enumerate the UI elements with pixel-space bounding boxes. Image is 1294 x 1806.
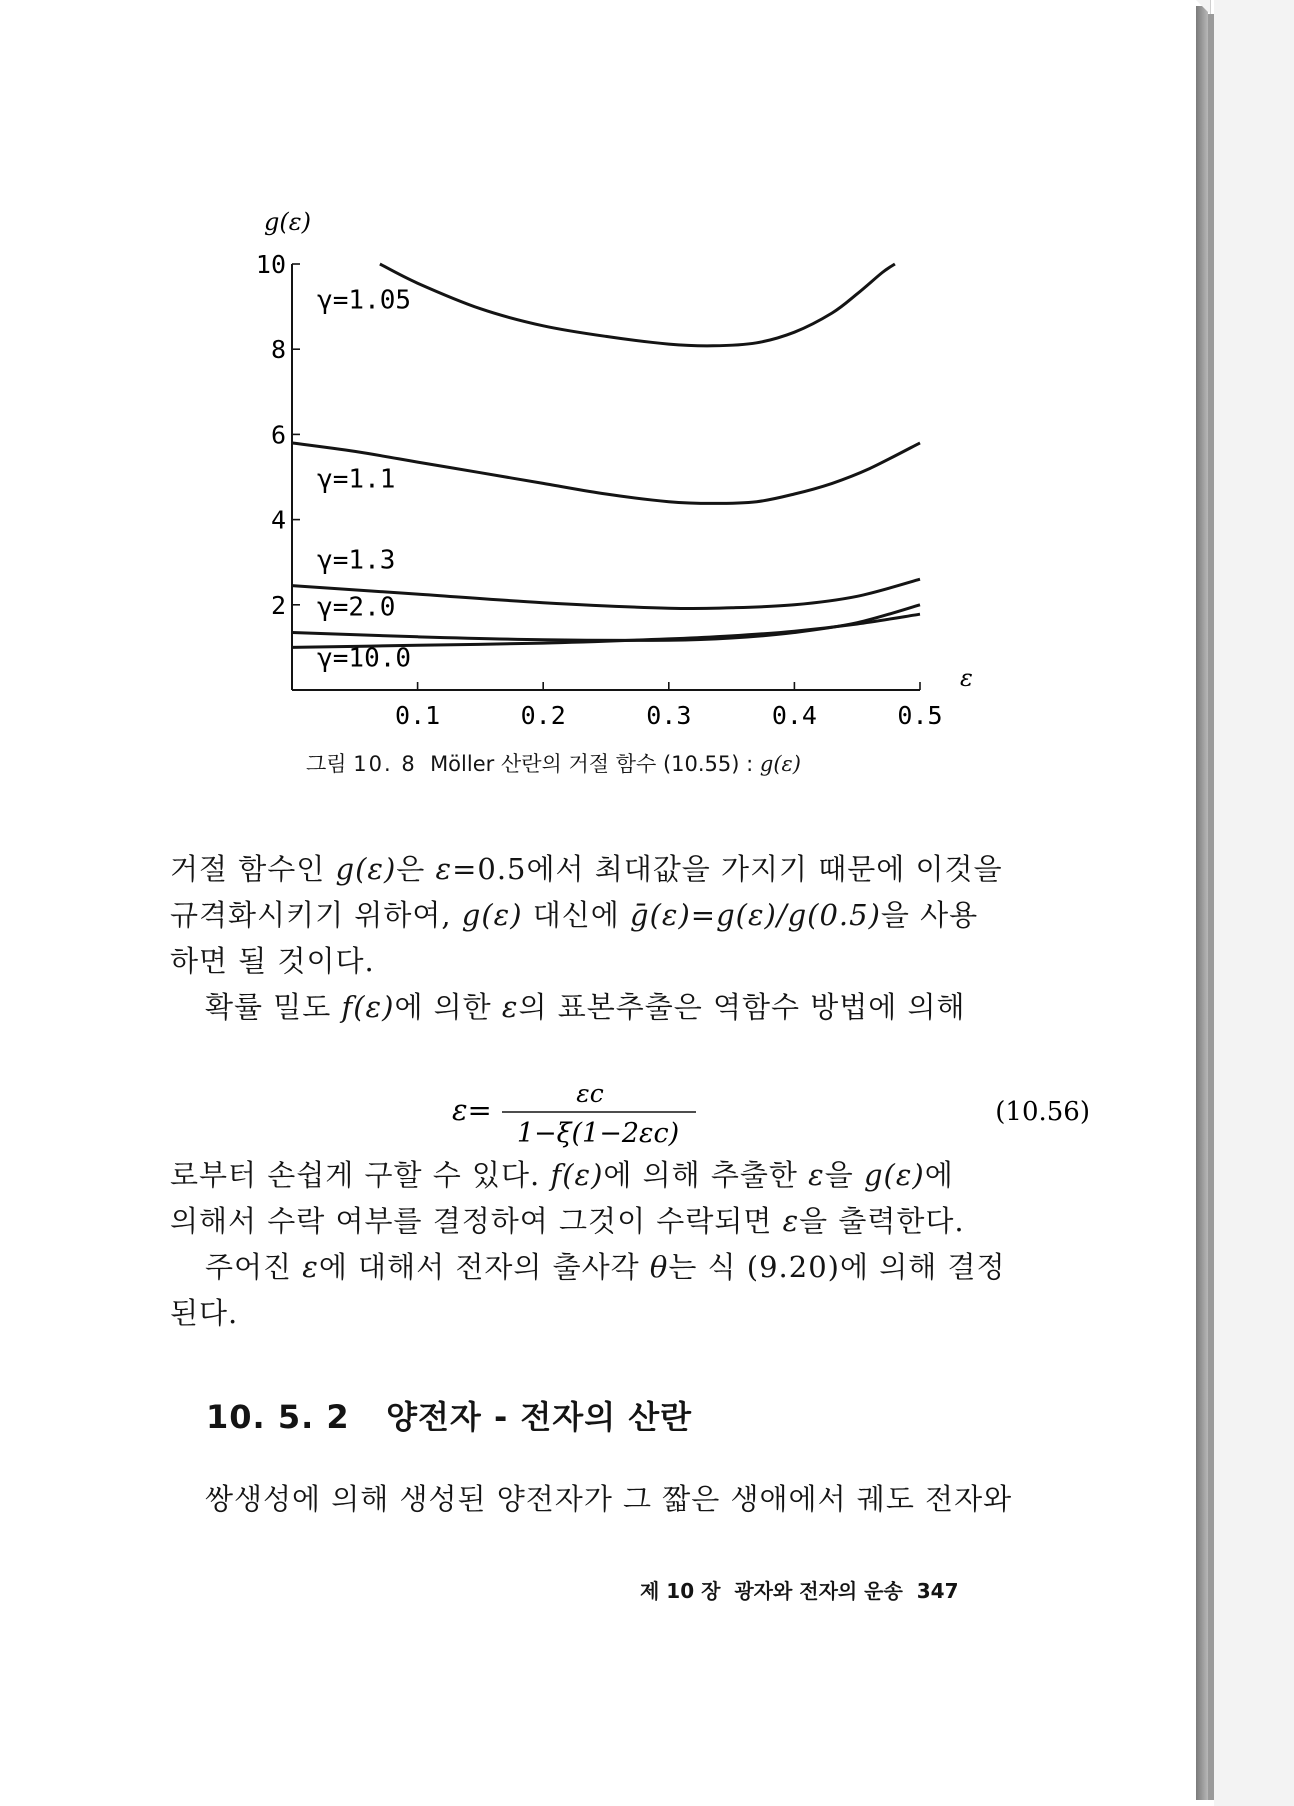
y-axis-label: g(ε)	[264, 208, 311, 236]
curve-label: γ=1.1	[317, 464, 396, 495]
curve-label: γ=1.05	[317, 285, 412, 316]
math: ε	[435, 852, 453, 886]
paragraph-5: 쌍생성에 의해 생성된 양전자가 그 짧은 생애에서 궤도 전자와	[205, 1482, 1013, 1516]
math: ε	[782, 1204, 800, 1238]
math: ḡ(ε)=g(ε)/g(0.5)	[630, 898, 881, 932]
rejection-function-chart	[240, 200, 1000, 760]
math: ε	[302, 1250, 319, 1284]
equation-denominator: 1−ξ(1−2εc)	[516, 1118, 680, 1148]
caption-function: g(ε)	[759, 752, 801, 776]
series-line-0	[380, 264, 895, 346]
paragraph-1-line-3: 하면 될 것이다.	[170, 944, 375, 978]
text: 에 의해 추출한	[603, 1158, 809, 1192]
text: 을 출력한다.	[799, 1204, 965, 1238]
paragraph-3-line-2	[170, 1198, 1085, 1244]
equation-numerator: εc	[576, 1079, 604, 1108]
x-tick-label: 0.4	[771, 701, 817, 730]
text: 에 의한	[394, 990, 502, 1024]
section-title: 양전자 - 전자의 산란	[386, 1398, 693, 1436]
math: g(ε)	[335, 852, 397, 886]
y-tick-label: 4	[270, 505, 286, 535]
y-tick-label: 8	[270, 335, 286, 365]
text: 의 표본추출은 역함수 방법에 의해	[518, 990, 966, 1024]
paragraph-4-line-2: 된다.	[170, 1296, 239, 1330]
paragraph-2	[205, 984, 1120, 1030]
math: ε	[808, 1158, 825, 1192]
paragraph-3-line-1	[170, 1152, 1085, 1198]
x-axis-label: ε	[960, 664, 973, 692]
curve-label: γ=1.3	[317, 545, 396, 576]
x-tick-label: 0.5	[897, 701, 943, 730]
x-tick-label: 0.2	[520, 701, 566, 730]
x-tick-label: 0.3	[646, 701, 692, 730]
y-tick-label: 2	[270, 590, 286, 620]
equation-number: (10.56)	[995, 1097, 1090, 1127]
background-gutter	[1214, 0, 1294, 1806]
curve-label: γ=10.0	[317, 643, 412, 674]
caption-prefix: 그림	[306, 752, 347, 776]
math: f(ε)	[550, 1158, 604, 1192]
paragraph-4-line-1	[205, 1244, 1120, 1290]
figure-caption	[306, 748, 801, 778]
math: g(ε)	[863, 1158, 925, 1192]
caption-number: 10. 8	[353, 752, 417, 776]
paragraph-1-line-1	[170, 846, 1085, 892]
text: 을 사용	[880, 898, 979, 932]
section-number: 10. 5. 2	[206, 1398, 350, 1436]
section-heading	[206, 1392, 692, 1438]
text: 에	[924, 1158, 954, 1192]
footer-chapter: 제 10 장 광자와 전자의 운송	[640, 1579, 903, 1603]
text: 거절 함수인	[170, 852, 336, 886]
math: θ	[649, 1250, 669, 1284]
running-footer	[640, 1575, 959, 1604]
text: 을	[824, 1158, 864, 1192]
page-edge-shadow	[1196, 6, 1208, 1800]
page-number: 347	[916, 1579, 959, 1603]
equation-lhs: ε=	[452, 1093, 492, 1127]
text: 는 식 (9.20)에 의해 결정	[668, 1250, 1006, 1284]
math: f(ε)	[341, 990, 395, 1024]
paragraph-1-line-2	[170, 892, 1085, 938]
y-tick-label: 6	[270, 420, 286, 450]
page-corner	[1196, 0, 1210, 14]
text: 주어진	[205, 1250, 303, 1284]
text: 대신에	[522, 898, 631, 932]
caption-text: Möller 산란의 거절 함수 (10.55) :	[430, 752, 760, 776]
text: 의해서 수락 여부를 결정하여 그것이 수락되면	[170, 1204, 783, 1238]
text: 에 대해서 전자의 출사각	[318, 1250, 650, 1284]
equation-10-56	[450, 1068, 1090, 1148]
text: =0.5에서 최대값을 가지기 때문에 이것을	[452, 852, 1003, 886]
curve-label: γ=2.0	[317, 592, 396, 623]
chart-curves	[292, 264, 920, 647]
text: 은	[396, 852, 436, 886]
text: 규격화시키기 위하여,	[170, 898, 462, 932]
math: ε	[501, 990, 519, 1024]
math: g(ε)	[461, 898, 523, 932]
text: 로부터 손쉽게 구할 수 있다.	[170, 1158, 551, 1192]
x-tick-label: 0.1	[395, 701, 441, 730]
chart-curve-labels	[317, 286, 411, 674]
text: 확률 밀도	[205, 990, 342, 1024]
y-tick-label: 10	[255, 250, 286, 279]
